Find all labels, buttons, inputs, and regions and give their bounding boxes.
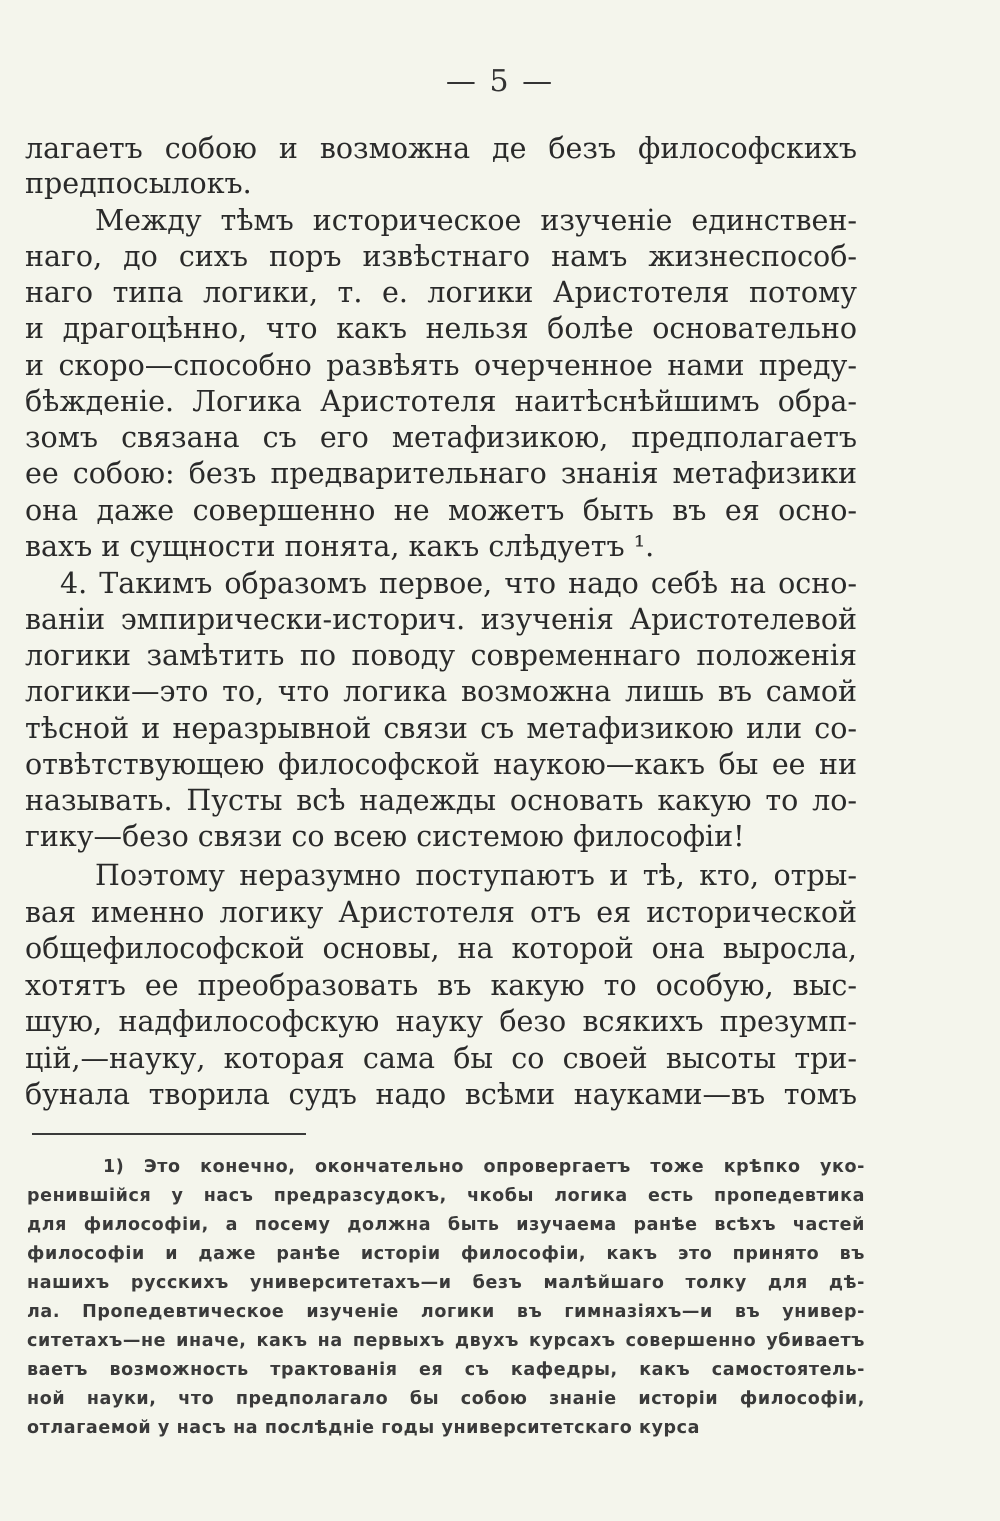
text-line: гику—безо связи со всею системою философіи!: [25, 820, 745, 853]
text-line: ваніи эмпирически-историч. изученія Аристотелевой: [25, 603, 857, 636]
text-line: 4. Такимъ образомъ первое, что надо себѣ на осно-: [60, 567, 857, 600]
footnote-line: ситетахъ—не иначе, какъ на первыхъ двухъ курсахъ совершенно убиваетъ: [27, 1331, 865, 1351]
footnote-line: философіи и даже ранѣе исторіи философіи, какъ это принято въ: [27, 1244, 865, 1264]
footnote-line: нашихъ русскихъ университетахъ—и безъ малѣйшаго толку для дѣ-: [27, 1273, 865, 1293]
footnote-line: ренившійся у насъ предразсудокъ, чкобы логика есть пропедевтика: [27, 1186, 865, 1206]
text-line: зомъ связана съ его метафизикою, предполагаетъ: [25, 421, 857, 454]
footnote-line: отлагаемой у насъ на послѣдніе годы университетскаго курса: [27, 1418, 701, 1438]
text-line: шую, надфилософскую науку безо всякихъ презумп-: [25, 1005, 857, 1038]
text-line: тѣсной и неразрывной связи съ метафизикою или со-: [25, 712, 857, 745]
text-line: Между тѣмъ историческое изученіе единствен-: [95, 204, 857, 237]
text-line: цій,—науку, которая сама бы со своей высоты три-: [25, 1042, 857, 1075]
text-line: логики замѣтить по поводу современнаго положенія: [25, 639, 857, 672]
text-line: наго, до сихъ поръ извѣстнаго намъ жизнеспособ-: [25, 240, 857, 273]
text-line: ее собою: безъ предварительнаго знанія метафизики: [25, 457, 857, 490]
footnote-line: 1) Это конечно, окончательно опровергаетъ тоже крѣпко уко-: [103, 1157, 865, 1177]
text-line: вахъ и сущности понята, какъ слѣдуетъ ¹.: [25, 530, 655, 563]
text-line: она даже совершенно не можетъ быть въ ея осно-: [25, 494, 857, 527]
footnote-divider: [32, 1133, 306, 1135]
page-number: — 5 —: [445, 64, 555, 99]
text-line: бунала творила судъ надо всѣми науками—въ томъ: [25, 1078, 857, 1111]
footnote-line: ваетъ возможность трактованія ея съ кафедры, какъ самостоятель-: [27, 1360, 865, 1380]
text-line: общефилософской основы, на которой она выросла,: [25, 932, 857, 965]
text-line: хотятъ ее преобразовать въ какую то особую, выс-: [25, 969, 857, 1002]
text-line: предпосылокъ.: [25, 167, 252, 200]
text-line: наго типа логики, т. е. логики Аристотеля потому: [25, 276, 857, 309]
footnote-line: ла. Пропедевтическое изученіе логики въ гимназіяхъ—и въ универ-: [27, 1302, 865, 1322]
text-line: отвѣтствующею философской наукою—какъ бы ее ни: [25, 748, 857, 781]
text-line: вая именно логику Аристотеля отъ ея исторической: [25, 896, 857, 929]
footnote-line: ной науки, что предполагало бы собою знаніе исторіи философіи,: [27, 1389, 865, 1409]
text-line: и драгоцѣнно, что какъ нельзя болѣе основательно: [25, 312, 857, 345]
text-line: логики—это то, что логика возможна лишь въ самой: [25, 675, 857, 708]
text-line: и скоро—способно развѣять очерченное нами преду-: [25, 349, 857, 382]
text-line: Поэтому неразумно поступаютъ и тѣ, кто, отры-: [95, 859, 857, 892]
text-line: лагаетъ собою и возможна де безъ философскихъ: [25, 132, 857, 165]
text-line: бѣжденіе. Логика Аристотеля наитѣснѣйшимъ обра-: [25, 385, 857, 418]
footnote-line: для философіи, а посему должна быть изучаема ранѣе всѣхъ частей: [27, 1215, 865, 1235]
text-line: называть. Пусты всѣ надежды основать какую то ло-: [25, 784, 857, 817]
